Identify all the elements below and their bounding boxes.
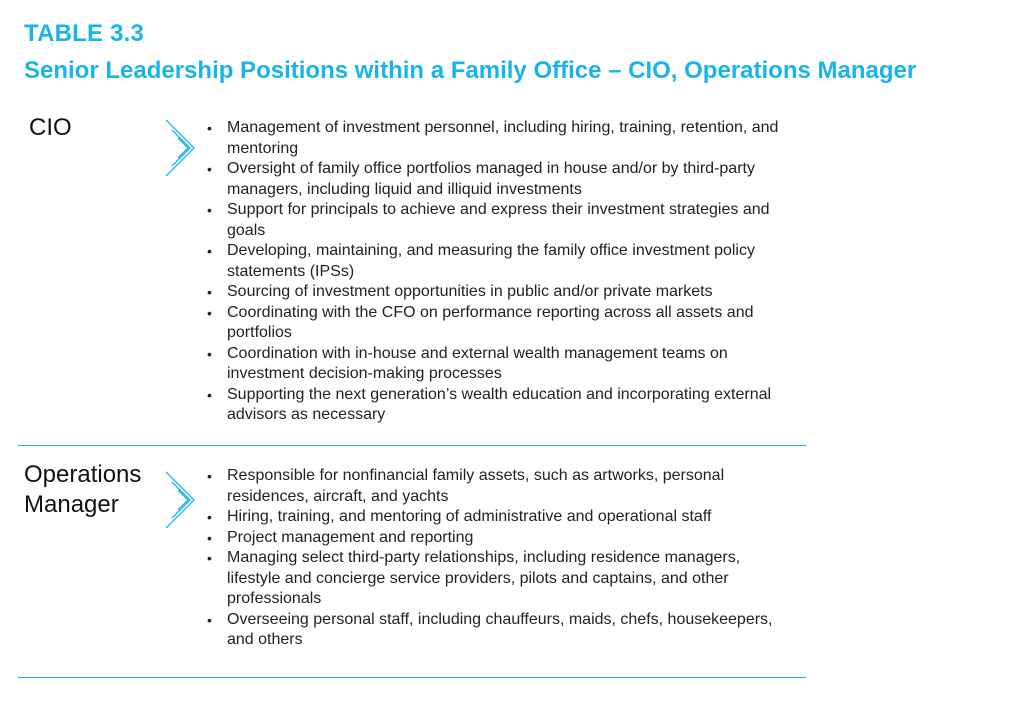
- list-item: [207, 528, 797, 549]
- list-item: [207, 466, 797, 507]
- section-divider: [18, 445, 806, 446]
- list-item-text: Oversight of family office portfolios managed in house and/or by third-party managers, including liquid and illiquid investments: [227, 160, 755, 198]
- list-item-text: Overseeing personal staff, including chauffeurs, maids, chefs, housekeepers, and others: [227, 610, 773, 648]
- table-number: TABLE 3.3: [24, 20, 145, 47]
- list-item-text: Coordination with in-house and external wealth management teams on investment decision-making processes: [227, 344, 728, 382]
- bullet-icon: •: [207, 509, 212, 525]
- list-item: [207, 159, 797, 200]
- bullet-icon: •: [207, 284, 212, 300]
- list-item: [207, 507, 797, 528]
- list-item-text: Coordinating with the CFO on performance reporting across all assets and portfolios: [227, 303, 754, 341]
- bullet-icon: •: [207, 304, 212, 321]
- list-item: [207, 118, 797, 159]
- role-label: Operations Manager: [24, 461, 142, 518]
- list-item: [207, 610, 797, 651]
- bullet-icon: •: [207, 243, 212, 259]
- list-item: [207, 548, 797, 610]
- bullet-icon: •: [207, 550, 212, 566]
- list-item: [207, 241, 797, 282]
- section-operations-manager: [18, 460, 806, 678]
- list-item-text: Management of investment personnel, including hiring, training, retention, and mentoring: [227, 119, 779, 157]
- list-item-text: Responsible for nonfinancial family assets, such as artworks, personal residences, aircraft, and yachts: [227, 467, 725, 505]
- bullet-list: [207, 118, 797, 426]
- list-item: [207, 385, 797, 426]
- list-item-text: Supporting the next generation’s wealth education and incorporating external advisors as necessary: [227, 385, 772, 423]
- bullet-icon: •: [207, 120, 212, 136]
- list-item-text: Project management and reporting: [227, 528, 474, 546]
- list-item-text: Managing select third-party relationships, including residence managers, lifestyle and concierge service providers, pilots and captains, and other professionals: [227, 549, 741, 607]
- bullet-icon: •: [207, 529, 212, 546]
- bullet-icon: •: [207, 611, 212, 628]
- section-cio: [18, 112, 806, 446]
- bullet-icon: •: [207, 468, 212, 484]
- list-item: [207, 344, 797, 385]
- list-item-text: Hiring, training, and mentoring of administrative and operational staff: [227, 508, 712, 525]
- bullet-icon: •: [207, 161, 212, 177]
- section-divider: [18, 677, 806, 678]
- list-item: [207, 282, 797, 303]
- bullet-list: [207, 466, 797, 651]
- list-item-text: Sourcing of investment opportunities in public and/or private markets: [227, 283, 713, 300]
- table-title: Senior Leadership Positions within a Family Office – CIO, Operations Manager: [24, 57, 917, 84]
- double-chevron-right-icon: [164, 470, 198, 530]
- bullet-icon: •: [207, 345, 212, 362]
- role-label: CIO: [29, 114, 72, 141]
- list-item-text: Developing, maintaining, and measuring the family office investment policy statements (IPSs): [227, 242, 755, 280]
- list-item-text: Support for principals to achieve and express their investment strategies and goals: [227, 201, 770, 239]
- bullet-icon: •: [207, 386, 212, 403]
- list-item: [207, 303, 797, 344]
- bullet-icon: •: [207, 202, 212, 218]
- double-chevron-right-icon: [164, 118, 198, 178]
- list-item: [207, 200, 797, 241]
